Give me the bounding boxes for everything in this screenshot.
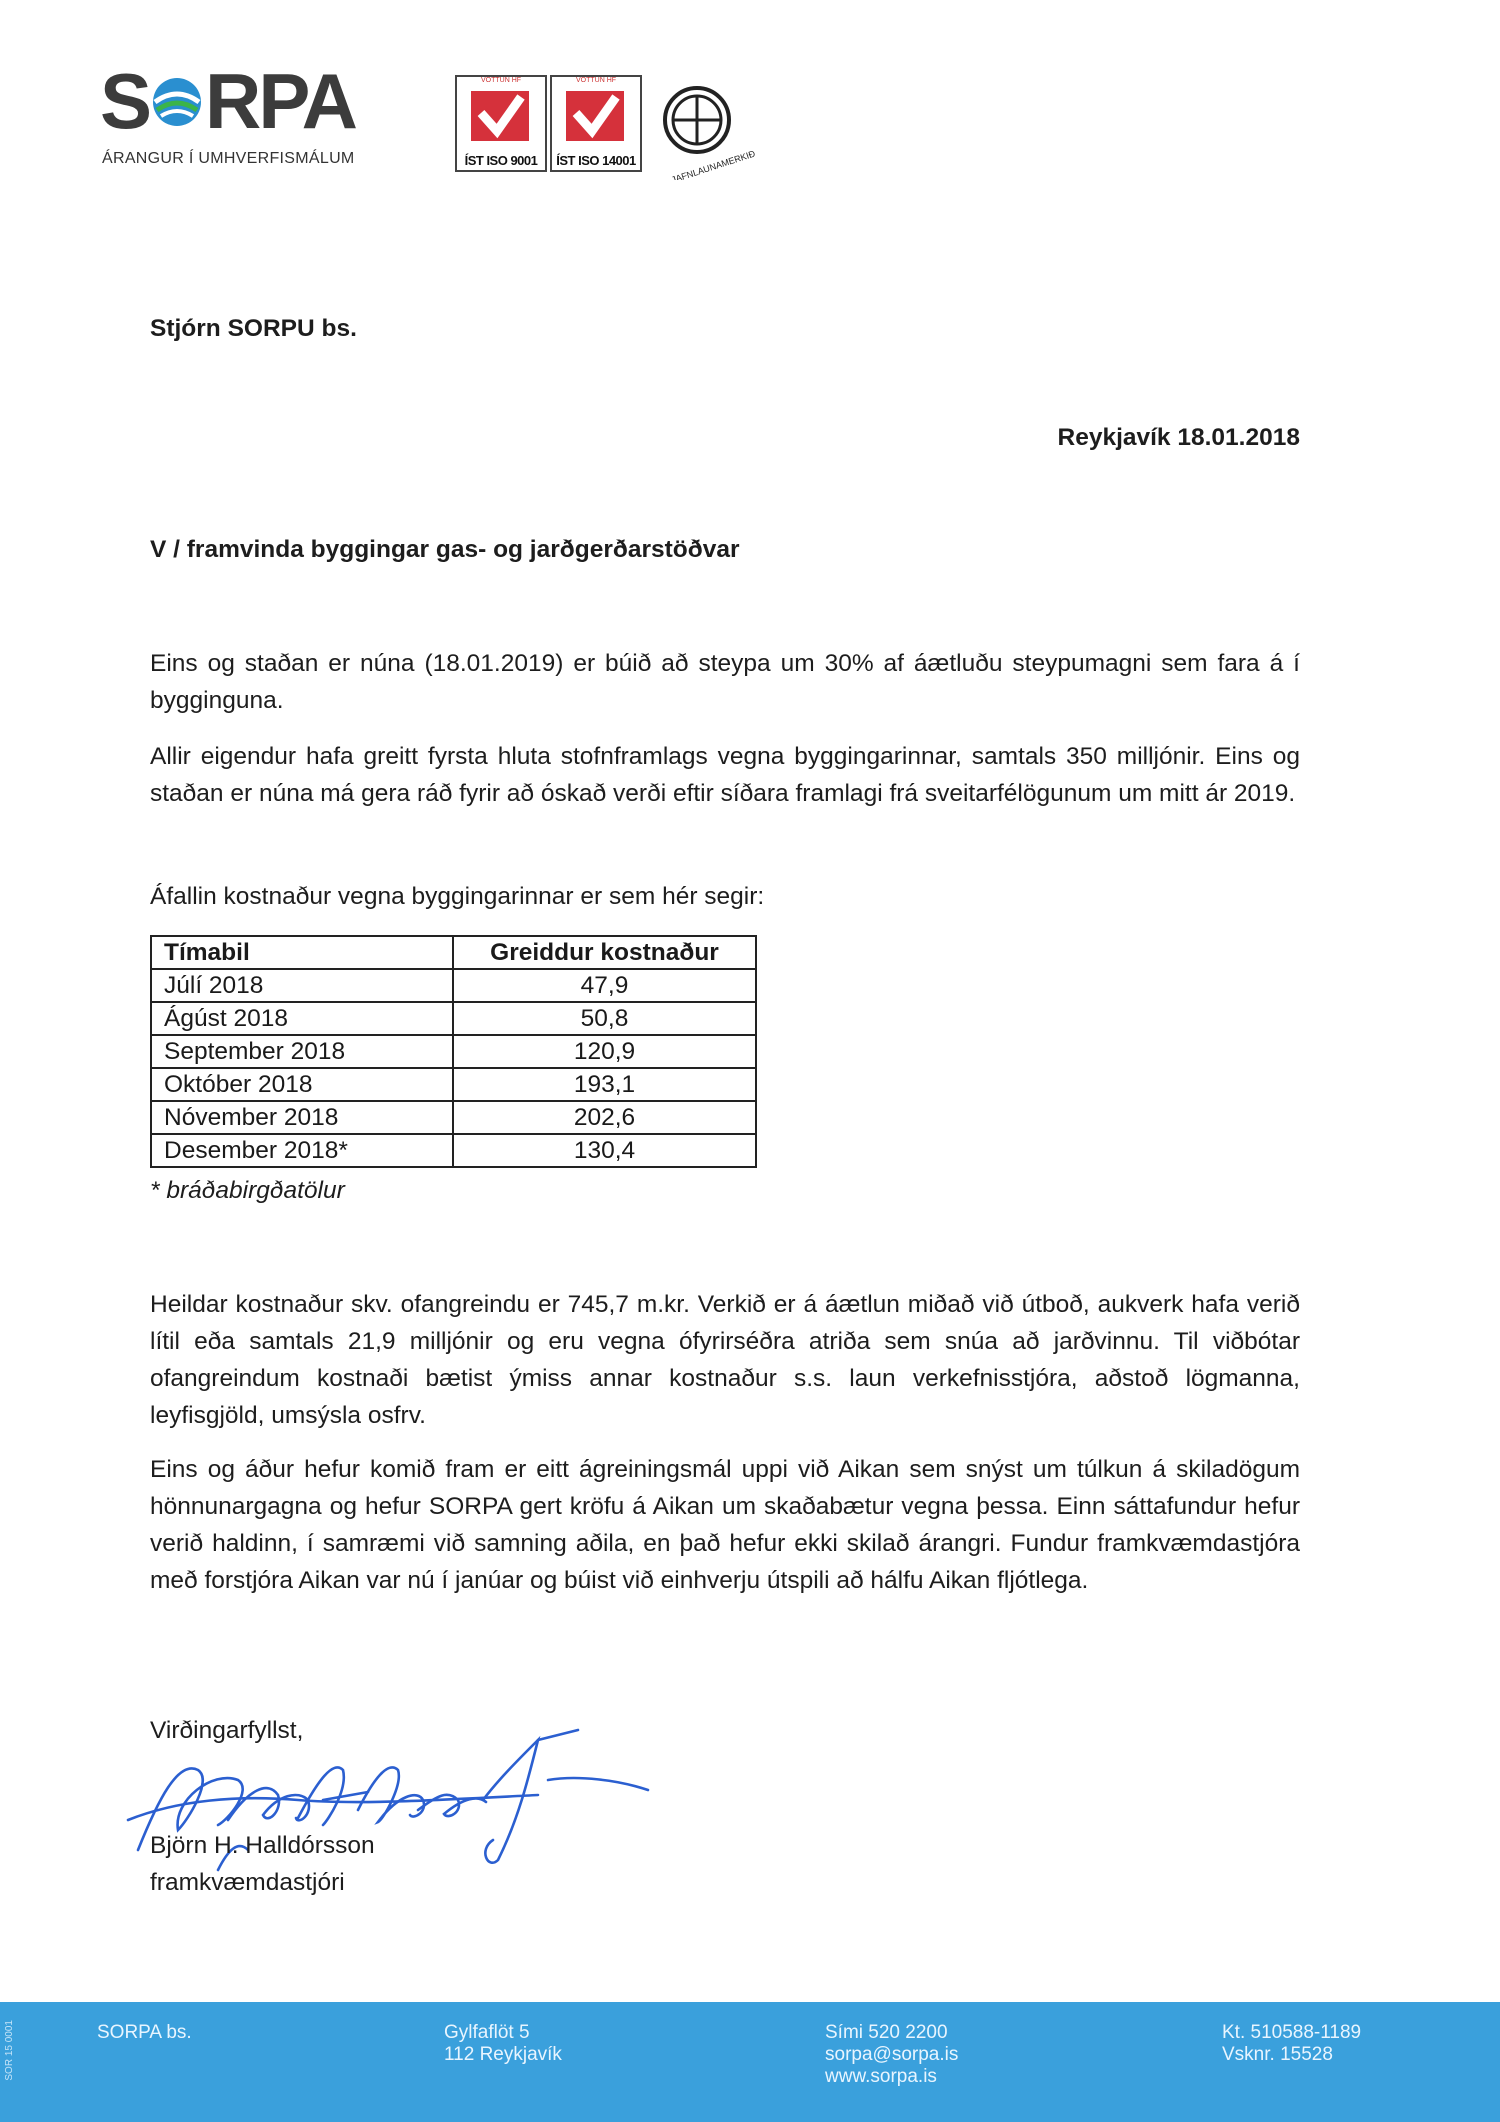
footer-phone: Sími 520 2200 bbox=[825, 2022, 948, 2043]
paragraph-4: Eins og áður hefur komið fram er eitt ágreiningsmál uppi við Aikan sem snýst um túlkun á skiladögum hönnunargagna og hefur SORPA gert kröfu á Aikan um skaðabætur vegna þessa. Einn sáttafundur hefur verið haldinn, í samræmi við samning aðila, en það hefur ekki skilað árangri. Fundur framkvæmdastjóra með forstjóra Aikan var nú í janúar og búist við einhverju útspili að hálfu Aikan fljótlega. bbox=[150, 1456, 1300, 1594]
cost-cell: 50,8 bbox=[453, 1002, 756, 1035]
table-row bbox=[151, 1068, 756, 1101]
period-cell: Ágúst 2018 bbox=[151, 1002, 453, 1035]
subject-line: V / framvinda byggingar gas- og jarðgerðarstöðvar bbox=[150, 536, 740, 563]
column-header: Greiddur kostnaður bbox=[453, 936, 756, 969]
equal-pay-seal-icon bbox=[655, 80, 755, 180]
table-footnote: * bráðabirgðatölur bbox=[150, 1177, 345, 1204]
footer-address-line2: 112 Reykjavík bbox=[444, 2044, 562, 2065]
cert-label: ÍST ISO 9001 bbox=[464, 153, 538, 168]
iso-14001-badge bbox=[550, 75, 642, 172]
cost-cell: 202,6 bbox=[453, 1101, 756, 1134]
logo-letters-rpa: RPA bbox=[205, 57, 355, 145]
table-row bbox=[151, 1035, 756, 1068]
footer-address-line1: Gylfaflöt 5 bbox=[444, 2022, 530, 2043]
cost-cell: 130,4 bbox=[453, 1134, 756, 1167]
checkmark-icon bbox=[471, 91, 529, 141]
closing: Virðingarfyllst, bbox=[150, 1717, 304, 1744]
paragraph-3: Heildar kostnaður skv. ofangreindu er 745,7 m.kr. Verkið er á áætlun miðað við útboð, aukverk hafa verið lítil eða samtals 21,9 milljónir og eru vegna ófyrirséðra atriða sem snúa að jarðvinnu. Til viðbótar ofangreindum kostnaði bætist ýmiss annar kostnaður s.s. laun verkefnisstjóra, aðstoð lögmanna, leyfisgjöld, umsýsla osfrv. bbox=[150, 1291, 1300, 1429]
cost-cell: 47,9 bbox=[453, 969, 756, 1002]
footer-vsknr: Vsknr. 15528 bbox=[1222, 2044, 1333, 2065]
footer-company: SORPA bs. bbox=[97, 2022, 192, 2043]
side-code: SOR 15 0001 bbox=[4, 2020, 15, 2081]
jafnlaunamerkid-seal bbox=[655, 80, 755, 180]
table-row bbox=[151, 969, 756, 1002]
footer-web[interactable]: www.sorpa.is bbox=[825, 2066, 937, 2087]
sorpa-logo bbox=[100, 57, 355, 145]
recipient: Stjórn SORPU bs. bbox=[150, 315, 357, 342]
period-cell: Júlí 2018 bbox=[151, 969, 453, 1002]
footer-kt: Kt. 510588-1189 bbox=[1222, 2022, 1362, 2043]
signer-name: Björn H. Halldórsson bbox=[150, 1832, 375, 1859]
period-cell: Nóvember 2018 bbox=[151, 1101, 453, 1134]
period-cell: September 2018 bbox=[151, 1035, 453, 1068]
column-header: Tímabil bbox=[151, 936, 453, 969]
period-cell: Október 2018 bbox=[151, 1068, 453, 1101]
cost-cell: 120,9 bbox=[453, 1035, 756, 1068]
logo-tagline: ÁRANGUR Í UMHVERFISMÁLUM bbox=[102, 150, 355, 167]
cert-top-label: VOTTUN HF bbox=[480, 77, 522, 84]
table-header-row bbox=[151, 936, 756, 969]
cert-top-label: VOTTUN HF bbox=[575, 77, 617, 84]
signer-title: framkvæmdastjóri bbox=[150, 1869, 345, 1896]
logo-letter-s: S bbox=[100, 57, 150, 145]
checkmark-icon bbox=[566, 91, 624, 141]
place-date: Reykjavík 18.01.2018 bbox=[1057, 424, 1300, 451]
svg-text:JAFNLAUNAMERKIÐ: JAFNLAUNAMERKIÐ bbox=[670, 148, 755, 180]
iso-9001-badge bbox=[455, 75, 547, 172]
table-intro: Áfallin kostnaður vegna byggingarinnar er sem hér segir: bbox=[150, 883, 765, 910]
table-row bbox=[151, 1002, 756, 1035]
table-row bbox=[151, 1101, 756, 1134]
paragraph-2: Allir eigendur hafa greitt fyrsta hluta stofnframlags vegna byggingarinnar, samtals 350 milljónir. Eins og staðan er núna má gera ráð fyrir að óskað verði eftir síðara framlagi frá sveitarfélögunum um mitt ár 2019. bbox=[150, 743, 1300, 807]
paragraph-1: Eins og staðan er núna (18.01.2019) er búið að steypa um 30% af áætluðu steypumagni sem fara á í bygginguna. bbox=[150, 650, 1300, 714]
cost-cell: 193,1 bbox=[453, 1068, 756, 1101]
table-row bbox=[151, 1134, 756, 1167]
cert-label: ÍST ISO 14001 bbox=[556, 153, 636, 168]
logo-o-globe-icon bbox=[149, 72, 205, 128]
period-cell: Desember 2018* bbox=[151, 1134, 453, 1167]
cost-table bbox=[150, 935, 757, 1168]
footer-bar bbox=[0, 2002, 1500, 2122]
footer-email[interactable]: sorpa@sorpa.is bbox=[825, 2044, 959, 2065]
